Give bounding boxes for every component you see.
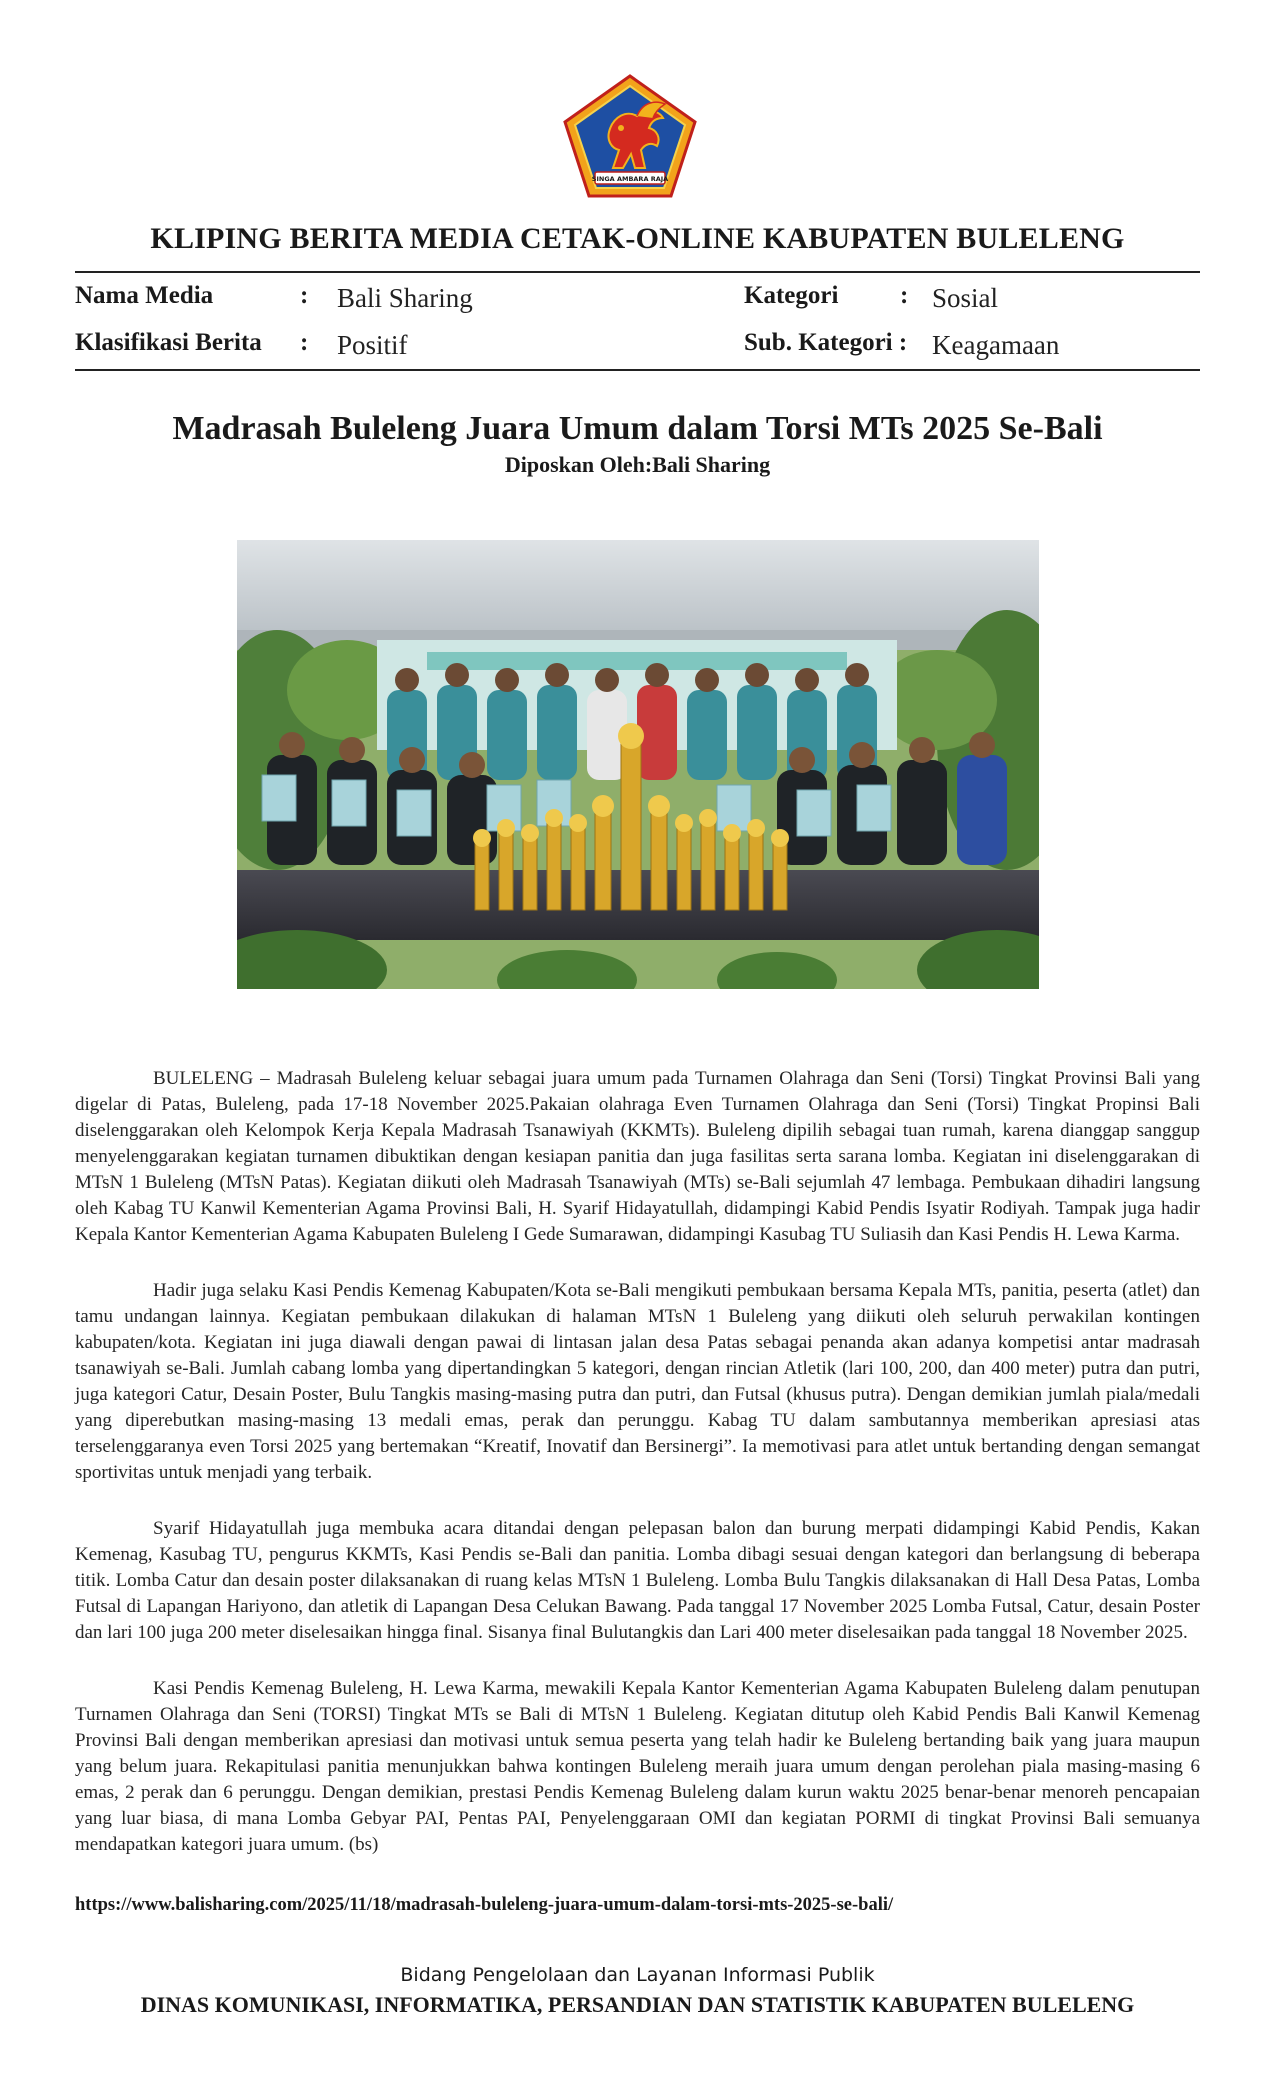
article-body xyxy=(75,1066,1200,1888)
article-paragraph-3: Syarif Hidayatullah juga membuka acara ditandai dengan pelepasan balon dan burung merpati didampingi Kabid Pendis, Kakan Kemenag, Kasubag TU, pengurus KKMTs, Kasi Pendis se-Bali dan panitia. Lomba dibagi sesuai dengan kategori dan berlangsung di beberapa titik. Lomba Catur dan desain poster dilaksanakan di ruang kelas MTsN 1 Buleleng. Lomba Bulu Tangkis dilaksanakan di Hall Desa Patas, Lomba Futsal di Lapangan Hariyono, dan atletik di Lapangan Desa Celukan Bawang. Pada tanggal 17 November 2025 Lomba Futsal, Catur, desain Poster dan lari 100 juga 200 meter diselesaikan hingga final. Sisanya final Bulutangkis dan Lari 400 meter diselesaikan pada tanggal 18 November 2025. xyxy=(75,1518,1200,1643)
article-paragraph-1: BULELENG – Madrasah Buleleng keluar sebagai juara umum pada Turnamen Olahraga dan Seni (Torsi) Tingkat Provinsi Bali yang digelar di Patas, Buleleng, pada 17-18 November 2025.Pakaian olahraga Even Turnamen Olahraga dan Seni (Torsi) Tingkat Propinsi Bali diselenggarakan oleh Kelompok Kerja Kepala Madrasah Tsanawiyah (KKMTs). Buleleng dipilih sebagai tuan rumah, karena dianggap sanggup menyelenggarakan kegiatan turnamen dibuktikan dengan kesiapan panitia dan juga fasilitas serta sarana lomba. Kegiatan ini diselenggarakan di MTsN 1 Buleleng (MTsN Patas). Kegiatan diikuti oleh Madrasah Tsanawiyah (MTs) se-Bali sejumlah 47 lembaga. Pembukaan dihadiri langsung oleh Kabag TU Kanwil Kementerian Agama Provinsi Bali, H. Syarif Hidayatullah, didampingi Kabid Pendis Isyatir Rodiyah. Tampak juga hadir Kepala Kantor Kementerian Agama Kabupaten Buleleng I Gede Sumarawan, didampingi Kasubag TU Suliasih dan Kasi Pendis H. Lewa Karma. xyxy=(75,1068,1200,1245)
category-value: Sosial xyxy=(932,283,999,313)
footer-unit: Bidang Pengelolaan dan Layanan Informasi Publik xyxy=(400,1964,875,1986)
subcategory-label: Sub. Kategori : xyxy=(744,329,908,356)
header-rule-bottom xyxy=(75,369,1200,371)
article-byline: Diposkan Oleh:Bali Sharing xyxy=(504,452,771,477)
source-url-link[interactable]: https://www.balisharing.com/2025/11/18/madrasah-buleleng-juara-umum-dalam-torsi-mts-2025-se-bali/ xyxy=(75,1895,894,1915)
article-paragraph-2: Hadir juga selaku Kasi Pendis Kemenag Kabupaten/Kota se-Bali mengikuti pembukaan bersama Kepala MTs, panitia, peserta (atlet) dan tamu undangan lainnya. Kegiatan pembukaan dilakukan di halaman MTsN 1 Buleleng yang diikuti oleh seluruh perwakilan kontingen kabupaten/kota. Kegiatan ini juga diawali dengan pawai di lintasan jalan desa Patas sebagai penanda akan adanya kompetisi antar madrasah tsanawiyah se-Bali. Jumlah cabang lomba yang dipertandingkan 5 kategori, dengan rincian Atletik (lari 100, 200, dan 400 meter) putra dan putri, juga kategori Catur, Desain Poster, Bulu Tangkis masing-masing putra dan putri, dan Futsal (khusus putra). Dengan demikian jumlah piala/medali yang diperebutkan masing-masing 13 medali emas, perak dan perunggu. Kabag TU dalam sambutannya memberikan apresiasi atas terselenggaranya even Torsi 2025 yang bertemakan “Kreatif, Inovatif dan Bersinergi”. Ia memotivasi para atlet untuk bertanding dengan semangat sportivitas untuk menjadi yang terbaik. xyxy=(75,1280,1200,1483)
footer-agency: DINAS KOMUNIKASI, INFORMATIKA, PERSANDIAN DAN STATISTIK KABUPATEN BULELENG xyxy=(140,1992,1135,2017)
classification-value: Positif xyxy=(337,330,408,360)
group-photo-trophies xyxy=(237,540,1039,989)
subcategory-value: Keagamaan xyxy=(932,330,1060,360)
header-rule-top xyxy=(75,271,1200,273)
category-label: Kategori xyxy=(744,282,839,309)
classification-label: Klasifikasi Berita xyxy=(75,329,262,356)
document-title: KLIPING BERITA MEDIA CETAK-ONLINE KABUPATEN BULELENG xyxy=(150,222,1125,255)
media-label: Nama Media xyxy=(75,282,214,309)
media-colon: : xyxy=(300,282,309,309)
article-headline: Madrasah Buleleng Juara Umum dalam Torsi MTs 2025 Se-Bali xyxy=(172,410,1103,447)
singa-ambara-raja-emblem-icon xyxy=(561,72,699,200)
classification-colon: : xyxy=(300,329,309,356)
article-paragraph-4: Kasi Pendis Kemenag Buleleng, H. Lewa Karma, mewakili Kepala Kantor Kementerian Agama Kabupaten Buleleng dalam penutupan Turnamen Olahraga dan Seni (TORSI) Tingkat MTs se Bali di MTsN 1 Buleleng. Kegiatan ditutup oleh Kabid Pendis Bali Kanwil Kemenag Provinsi Bali dengan memberikan apresiasi dan motivasi untuk semua peserta yang telah hadir ke Buleleng bertanding baik yang juara maupun yang belum juara. Rekapitulasi panitia menunjukkan bahwa kontingen Buleleng meraih juara umum dengan perolehan piala masing-masing 6 emas, 2 perak dan 6 perunggu. Dengan demikian, prestasi Pendis Kemenag Buleleng dalam kurun waktu 2025 benar-benar menoreh pencapaian yang luar biasa, di mana Lomba Gebyar PAI, Pentas PAI, Penyelenggaraan OMI dan kegiatan PORMI di tingkat Provinsi Bali semuanya mendapatkan kategori juara umum. (bs) xyxy=(75,1678,1200,1855)
media-value: Bali Sharing xyxy=(337,283,473,313)
category-colon: : xyxy=(900,282,909,309)
emblem-motto: SINGA AMBARA RAJA xyxy=(591,175,669,183)
